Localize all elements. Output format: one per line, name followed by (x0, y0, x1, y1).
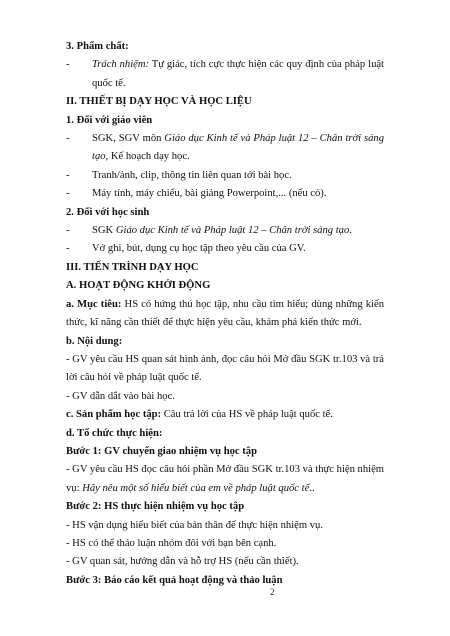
dash-marker: - (66, 188, 70, 200)
paragraph-muc-tieu (66, 296, 384, 333)
trach-nhiem-text: Tự giác, tích cực thực hiện các quy định của pháp luật quốc tế. (92, 59, 385, 89)
paragraph-buoc-2-1: - HS vận dụng hiểu biết của bản thân để thực hiện nhiệm vụ. (66, 519, 323, 531)
gv-item2-text: Tranh/ảnh, clip, thông tin liên quan tới bài học. (92, 169, 292, 181)
dash-marker: - (66, 169, 70, 181)
heading-doi-voi-hs: 2. Đối với học sinh (66, 206, 150, 218)
paragraph-buoc-2-3: - GV quan sát, hướng dẫn và hỗ trợ HS (nếu cần thiết). (66, 556, 299, 568)
san-pham-label: c. Sản phẩm học tập: (66, 409, 162, 421)
gv-item1-book: Giáo dục Kinh tế và Pháp luật 12 – Chân trời sáng tạo (92, 133, 384, 163)
paragraph-buoc-1 (66, 461, 384, 498)
heading-doi-voi-gv: 1. Đối với giáo viên (66, 114, 153, 126)
hs-item1-book: Giáo dục Kinh tế và Pháp luật 12 – Chân trời sáng tạo (115, 225, 350, 237)
heading-khoi-dong: A. HOẠT ĐỘNG KHỞI ĐỘNG (66, 280, 211, 292)
list-item-hs-2 (66, 240, 384, 258)
dash-marker: - (66, 225, 70, 237)
heading-to-chuc: d. Tổ chức thực hiện: (66, 427, 163, 439)
san-pham-text: Câu trả lời của HS về pháp luật quốc tế. (161, 409, 333, 421)
hs-item1-suffix: . (349, 225, 352, 237)
page-number: 2 (270, 587, 275, 597)
list-item-gv-1 (66, 130, 384, 167)
heading-pham-chat: 3. Phẩm chất: (66, 41, 129, 52)
gv-item3-text: Máy tính, máy chiếu, bài giảng Powerpoint,... (nếu có). (92, 188, 327, 200)
list-item-gv-3 (66, 185, 384, 203)
heading-thiet-bi: II. THIẾT BỊ DẠY HỌC VÀ HỌC LIỆU (66, 96, 252, 108)
heading-buoc-1: Bước 1: GV chuyển giao nhiệm vụ học tập (66, 445, 257, 457)
heading-noi-dung: b. Nội dung: (66, 335, 123, 347)
gv-item1-prefix: SGK, SGV môn (92, 133, 165, 145)
muc-tieu-label: a. Mục tiêu: (66, 298, 122, 310)
dash-marker: - (66, 59, 70, 71)
paragraph-noi-dung-2: - GV dẫn dắt vào bài học. (66, 390, 175, 402)
heading-buoc-2: Bước 2: HS thực hiện nhiệm vụ học tập (66, 501, 245, 513)
gv-item1-suffix: , Kế hoạch dạy học. (105, 151, 190, 163)
list-item-hs-1 (66, 222, 384, 240)
dash-marker: - (66, 243, 70, 255)
paragraph-buoc-2-2: - HS có thể thảo luận nhóm đôi với bạn bên cạnh. (66, 537, 277, 549)
hs-item2-text: Vở ghi, bút, dụng cụ học tập theo yêu cầu của GV. (92, 243, 306, 255)
buoc1-suffix: .. (309, 482, 315, 494)
trach-nhiem-label: Trách nhiệm: (92, 59, 150, 71)
heading-buoc-3: Bước 3: Báo cáo kết quả hoạt động và thảo luận (66, 574, 283, 586)
heading-tien-trinh: III. TIẾN TRÌNH DẠY HỌC (66, 261, 199, 273)
document-body (66, 38, 384, 590)
hs-item1-prefix: SGK (92, 225, 116, 237)
paragraph-san-pham (66, 406, 384, 424)
paragraph-noi-dung-1: - GV yêu cầu HS quan sát hình ảnh, đọc câu hỏi Mở đầu SGK tr.103 và trả lời câu hỏi về pháp luật quốc tế. (66, 353, 384, 384)
muc-tieu-text: HS có hứng thú học tập, nhu cầu tìm hiểu; dùng những kiến thức, kĩ năng cần thiết để thực hiện yêu cầu, khám phá kiến thức mới. (66, 298, 384, 329)
list-item-gv-2 (66, 167, 384, 185)
list-item-trach-nhiem (66, 56, 384, 93)
buoc1-question: Hãy nêu một số hiểu biết của em về pháp luật quốc tế (82, 482, 310, 494)
buoc1-text: - GV yêu cầu HS đọc câu hỏi phần Mở đầu SGK tr.103 và thực hiện nhiệm vụ: (66, 464, 385, 494)
dash-marker: - (66, 133, 70, 145)
